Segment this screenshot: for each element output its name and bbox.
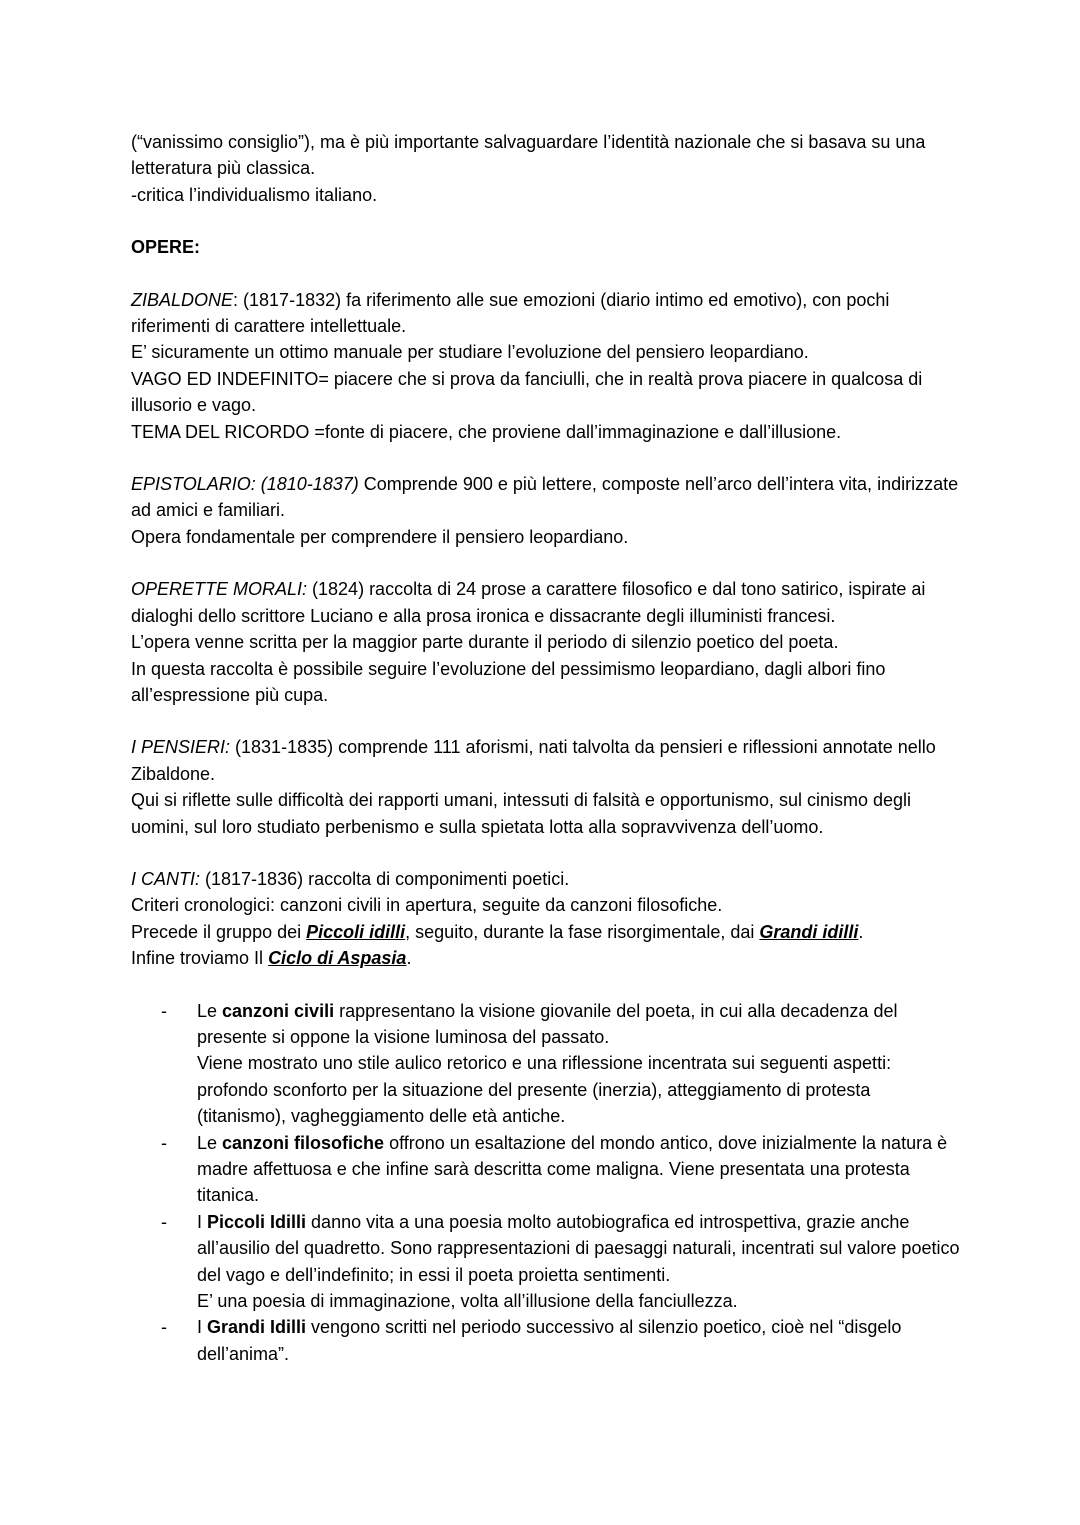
canti-paragraph: I CANTI: (1817-1836) raccolta di componimenti poetici. (131, 868, 570, 889)
pensieri-reflection: Qui si riflette sulle difficoltà dei rapporti umani, intessuti di falsità e opportunismo, sul cinismo degli uomini, sul loro studiato perbenismo e sulla spietata lotta alla sopravvivenza dell’uomo. (131, 790, 912, 837)
intro-critique: -critica l’individualismo italiano. (131, 184, 378, 205)
canti-aspasia: Infine troviamo Il Ciclo di Aspasia. (131, 948, 412, 969)
document-body (131, 129, 961, 1367)
pensieri-title: I PENSIERI: (131, 737, 231, 758)
grandi-idilli-term: Grandi idilli (759, 921, 859, 942)
operette-pessimism: In questa raccolta è possibile seguire l’evoluzione del pessimismo leopardiano, dagli albori fino all’espressione più cupa. (131, 658, 886, 705)
operette-silence: L’opera venne scritta per la maggior parte durante il periodo di silenzio poetico del poeta. (131, 632, 839, 653)
piccoli-idilli-term: Piccoli idilli (306, 921, 406, 942)
opere-heading: OPERE: (131, 237, 201, 258)
canti-groups: Precede il gruppo dei Piccoli idilli, seguito, durante la fase risorgimentale, dai Grandi idilli. (131, 921, 864, 942)
canti-criteria: Criteri cronologici: canzoni civili in apertura, seguite da canzoni filosofiche. (131, 895, 723, 916)
epistolario-title: EPISTOLARIO: (1810-1837) (131, 474, 359, 495)
zibaldone-manual: E’ sicuramente un ottimo manuale per studiare l’evoluzione del pensiero leopardiano. (131, 342, 809, 363)
operette-title: OPERETTE MORALI: (131, 579, 308, 600)
pensieri-paragraph: I PENSIERI: (1831-1835) comprende 111 aforismi, nati talvolta da pensieri e riflessioni annotate nello Zibaldone. (131, 737, 936, 784)
list-item-term: Piccoli Idilli (207, 1211, 307, 1232)
operette-paragraph: OPERETTE MORALI: (1824) raccolta di 24 prose a carattere filosofico e dal tono satirico, ispirate ai dialoghi dello scrittore Luciano e alla prosa ironica e dissacrante degli illuministi francesi. (131, 579, 926, 626)
intro-paragraph: (“vanissimo consiglio”), ma è più importante salvaguardare l’identità nazionale che si basava su una letteratura più classica. (131, 132, 926, 179)
list-item-term: canzoni civili (222, 1000, 335, 1021)
zibaldone-ricordo: TEMA DEL RICORDO =fonte di piacere, che proviene dall’immaginazione e dall’illusione. (131, 421, 842, 442)
canti-list (131, 998, 961, 1368)
list-item: - I Grandi Idilli vengono scritti nel periodo successivo al silenzio poetico, cioè nel “disgelo dell’anima”. (131, 1314, 961, 1367)
list-item-term: Grandi Idilli (207, 1317, 307, 1338)
epistolario-fundamental: Opera fondamentale per comprendere il pensiero leopardiano. (131, 526, 629, 547)
canti-title: I CANTI: (131, 868, 201, 889)
list-item-term: canzoni filosofiche (222, 1132, 385, 1153)
list-item: - Le canzoni filosofiche offrono un esaltazione del mondo antico, dove inizialmente la natura è madre affettuosa e che infine sarà descritta come maligna. Viene presentata una protesta titanica. (131, 1130, 961, 1209)
list-item: - Le canzoni civili rappresentano la visione giovanile del poeta, in cui alla decadenza del presente si oppone la visione luminosa del passato. Viene mostrato uno stile aulico retorico e una riflessione incentrata sui seguenti aspetti: profondo sconforto per la situazione del presente (inerzia), atteggiamento di protesta (titanismo), vagheggiamento delle età antiche. (131, 998, 961, 1130)
zibaldone-paragraph: ZIBALDONE: (1817-1832) fa riferimento alle sue emozioni (diario intimo ed emotivo), con pochi riferimenti di carattere intellettuale. (131, 289, 890, 337)
epistolario-paragraph: EPISTOLARIO: (1810-1837) Comprende 900 e più lettere, composte nell’arco dell’intera vita, indirizzate ad amici e familiari. (131, 474, 959, 521)
zibaldone-vago: VAGO ED INDEFINITO= piacere che si prova da fanciulli, che in realtà prova piacere in qualcosa di illusorio e vago. (131, 368, 923, 416)
ciclo-aspasia-term: Ciclo di Aspasia (268, 948, 407, 969)
zibaldone-title: ZIBALDONE (131, 289, 234, 310)
list-item: - I Piccoli Idilli danno vita a una poesia molto autobiografica ed introspettiva, grazie anche all’ausilio del quadretto. Sono rappresentazioni di paesaggi naturali, incentrati sul valore poetico del vago e dell’indefinito; in essi il poeta proietta sentimenti. E’ una poesia di immaginazione, volta all’illusione della fanciullezza. (131, 1209, 961, 1315)
